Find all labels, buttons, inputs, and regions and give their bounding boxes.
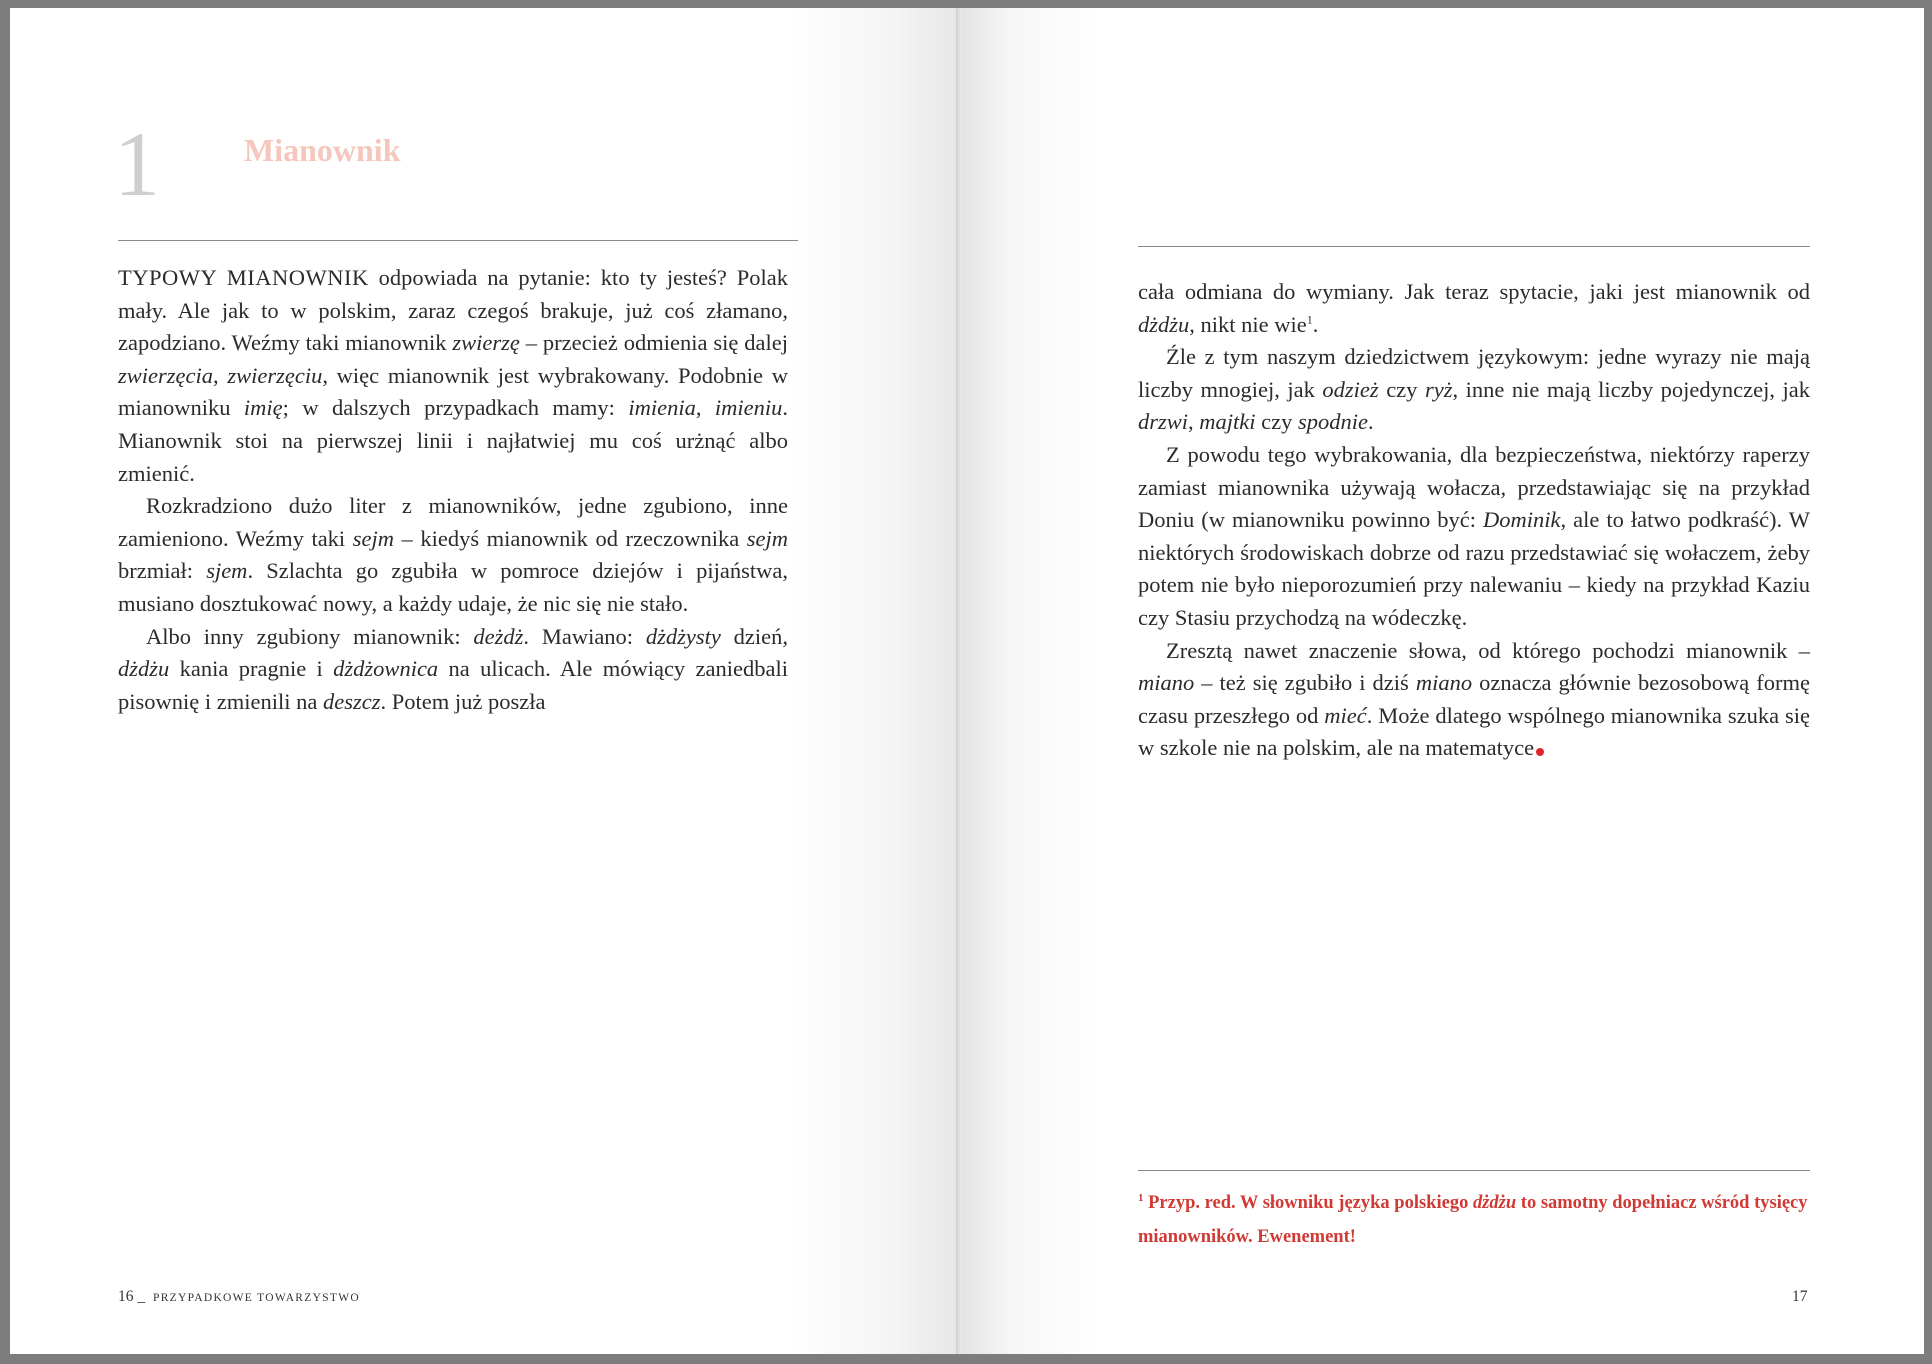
italic-word: zwierzęciu [227, 362, 323, 388]
italic-word: dżdżu [1138, 311, 1190, 337]
text-run: ; w dalszych przypadkach mamy: [282, 395, 629, 421]
text-run: . Mawiano: [523, 623, 646, 649]
italic-word: zwierzęcia [118, 362, 213, 388]
text-run: kania pragnie i [169, 656, 334, 682]
page-number: 16 [118, 1288, 134, 1305]
text-run: Albo inny zgubiony mianownik: [146, 623, 474, 649]
paragraph [1138, 276, 1810, 341]
top-rule [1138, 246, 1810, 247]
end-mark-icon [1536, 748, 1544, 756]
italic-word: sejm [352, 525, 394, 551]
paragraph [118, 621, 788, 719]
text-run: , więc mianownik jest wybrakowany. Podobnie w mianowniku [118, 362, 788, 421]
text-run: – kiedyś mianownik od rzeczownika [394, 525, 747, 551]
text-run: Źle z tym naszym dziedzictwem językowym: jedne wyrazy nie mają liczby mnogiej, jak [1138, 344, 1810, 402]
lead-in: TYPOWY MIANOWNIK [118, 265, 369, 290]
text-run: to samotny dopełniacz wśród tysięcy mianowników. Ewenement! [1138, 1193, 1808, 1247]
text-run: odpowiada na pytanie: kto ty jesteś? Polak mały. Ale jak to w polskim, zaraz czegoś brakuje, już coś złamano, zapodziano. Weźmy taki mianownik [118, 265, 788, 356]
text-run: oznacza głównie bezosobową formę czasu przeszłego od [1138, 670, 1811, 728]
text-run: Zresztą nawet znaczenie słowa, od którego pochodzi mianownik – [1166, 637, 1810, 663]
italic-word: deszcz [322, 688, 381, 714]
text-run: . Mianownik stoi na pierwszej linii i najłatwiej mu coś urżnąć albo zmienić. [118, 395, 788, 486]
chapter-title: Mianownik [244, 132, 401, 168]
italic-word: dżdżu [118, 656, 170, 682]
text-run: Z powodu tego wybrakowania, dla bezpieczeństwa, niektórzy raperzy zamiast mianownika używają wołacza, przedstawiając się na przykład Doniu (w mianowniku powinno być: [1138, 441, 1810, 533]
text-run: , inne nie mają liczby pojedynczej, jak [1452, 376, 1810, 402]
italic-word: sjem [206, 558, 248, 584]
text-run: cała odmiana do wymiany. Jak teraz spytacie, jaki jest mianownik od [1138, 279, 1810, 304]
paragraph [1138, 635, 1810, 765]
italic-word: spodnie [1298, 409, 1369, 435]
text-run: . Może dlatego wspólnego mianownika szuka się w szkole nie na polskim, ale na matematyce [1138, 702, 1810, 761]
italic-word: zwierzę [452, 330, 520, 356]
italic-word: drzwi [1138, 409, 1189, 435]
text-run: . [1312, 311, 1319, 337]
italic-word: miano [1138, 670, 1195, 696]
paragraph [118, 262, 788, 490]
text-run: . Szlachta go zgubiła w pomroce dziejów i pijaństwa, musiano dosztukować nowy, a każdy udaje, że nic się nie stało. [118, 558, 788, 616]
page-number: 17 [1792, 1288, 1808, 1305]
text-run: , [213, 362, 228, 388]
running-head: PRZYPADKOWE TOWARZYSTWO [153, 1292, 360, 1304]
text-run: – też się zgubiło i dziś [1194, 670, 1416, 696]
italic-word: miano [1415, 670, 1473, 696]
text-run: dzień, [720, 623, 789, 649]
chapter-rule [118, 240, 798, 241]
italic-word: imię [243, 395, 283, 421]
footnote-rule [1138, 1170, 1810, 1171]
italic-word: majtki [1199, 409, 1256, 435]
paragraph [1138, 439, 1810, 635]
italic-word: odzież [1322, 376, 1379, 402]
text-run: na ulicach. Ale mówiący zaniedbali pisownię i zmienili na [118, 656, 788, 714]
text-run: – przecież odmienia się dalej [519, 330, 788, 356]
italic-word: dżdżownica [333, 656, 439, 682]
right-page [962, 8, 1924, 1354]
text-run: czy [1255, 409, 1299, 435]
chapter-number: 1 [114, 113, 160, 215]
italic-word: deżdż [473, 623, 524, 649]
left-footer [118, 1288, 360, 1306]
left-page [10, 8, 960, 1354]
italic-word: sejm [746, 525, 788, 551]
right-body-text [1138, 276, 1810, 765]
text-run: , [1188, 409, 1200, 435]
text-run: , [695, 395, 715, 421]
italic-word: imienia [628, 395, 696, 421]
paragraph [1138, 341, 1810, 439]
italic-word: dżdżysty [645, 623, 721, 649]
text-run: czy [1378, 376, 1425, 402]
text-run: , ale to łatwo podkraść). W niektórych środowiskach dobrze od razu przedstawiać się wołaczem, żeby potem nie było nieporozumień przy nalewaniu – kiedy na przykład Kaziu czy Stasiu przychodzą na wódeczkę. [1138, 507, 1811, 630]
italic-word: mieć [1324, 702, 1367, 728]
italic-word: Dominik [1482, 507, 1561, 533]
text-run: Przyp. red. W słowniku języka polskiego [1143, 1193, 1473, 1213]
footnote-ref[interactable]: 1 [1306, 312, 1313, 327]
left-body-text [118, 262, 788, 718]
text-run: brzmiał: [118, 558, 207, 584]
footnote-mark: 1 [1138, 1191, 1144, 1204]
paragraph [118, 490, 788, 620]
italic-word: imieniu [714, 395, 783, 421]
separator: _ [137, 1288, 146, 1305]
italic-word: dżdżu [1472, 1193, 1517, 1213]
italic-word: ryż [1424, 376, 1453, 402]
text-run: . [1368, 409, 1374, 435]
text-run: . Potem już poszła [380, 688, 546, 714]
text-run: Rozkradziono dużo liter z mianowników, jedne zgubiono, inne zamieniono. Weźmy taki [118, 493, 788, 551]
text-run: , nikt nie wie [1189, 311, 1307, 337]
footnote [1138, 1186, 1828, 1254]
